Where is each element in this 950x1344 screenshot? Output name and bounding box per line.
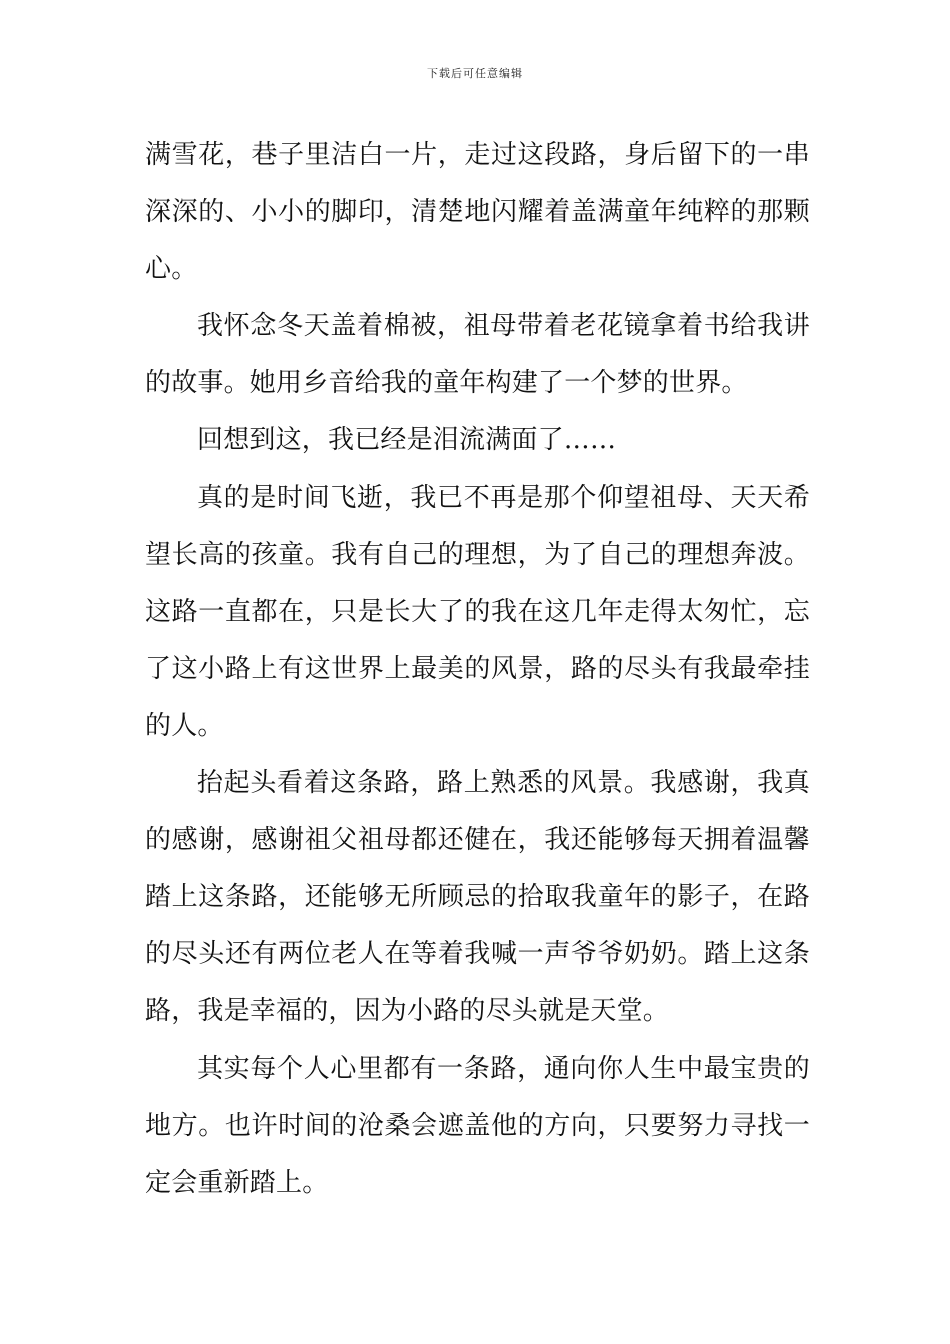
paragraph-6: 其实每个人心里都有一条路，通向你人生中最宝贵的地方。也许时间的沧桑会遮盖他的方向，只要努力寻找一定会重新踏上。: [145, 1053, 810, 1198]
page-header: 下载后可任意编辑: [427, 67, 523, 80]
paragraph-5: 抬起头看着这条路，路上熟悉的风景。我感谢，我真的感谢，感谢祖父祖母都还健在，我还能够每天拥着温馨踏上这条路，还能够无所顾忌的拾取我童年的影子，在路的尽头还有两位老人在等着我喊一声爷爷奶奶。踏上这条路，我是幸福的，因为小路的尽头就是天堂。: [145, 768, 810, 1027]
body-text: [145, 127, 810, 1212]
paragraph-2: 我怀念冬天盖着棉被，祖母带着老花镜拿着书给我讲的故事。她用乡音给我的童年构建了一个梦的世界。: [145, 311, 810, 399]
paragraph-4: 真的是时间飞逝，我已不再是那个仰望祖母、天天希望长高的孩童。我有自己的理想，为了自己的理想奔波。这路一直都在，只是长大了的我在这几年走得太匆忙，忘了这小路上有这世界上最美的风景，路的尽头有我最牵挂的人。: [145, 482, 810, 741]
paragraph-1: 满雪花，巷子里洁白一片，走过这段路，身后留下的一串深深的、小小的脚印，清楚地闪耀着盖满童年纯粹的那颗心。: [145, 140, 810, 285]
paragraph-3: 回想到这，我已经是泪流满面了……: [197, 425, 617, 456]
